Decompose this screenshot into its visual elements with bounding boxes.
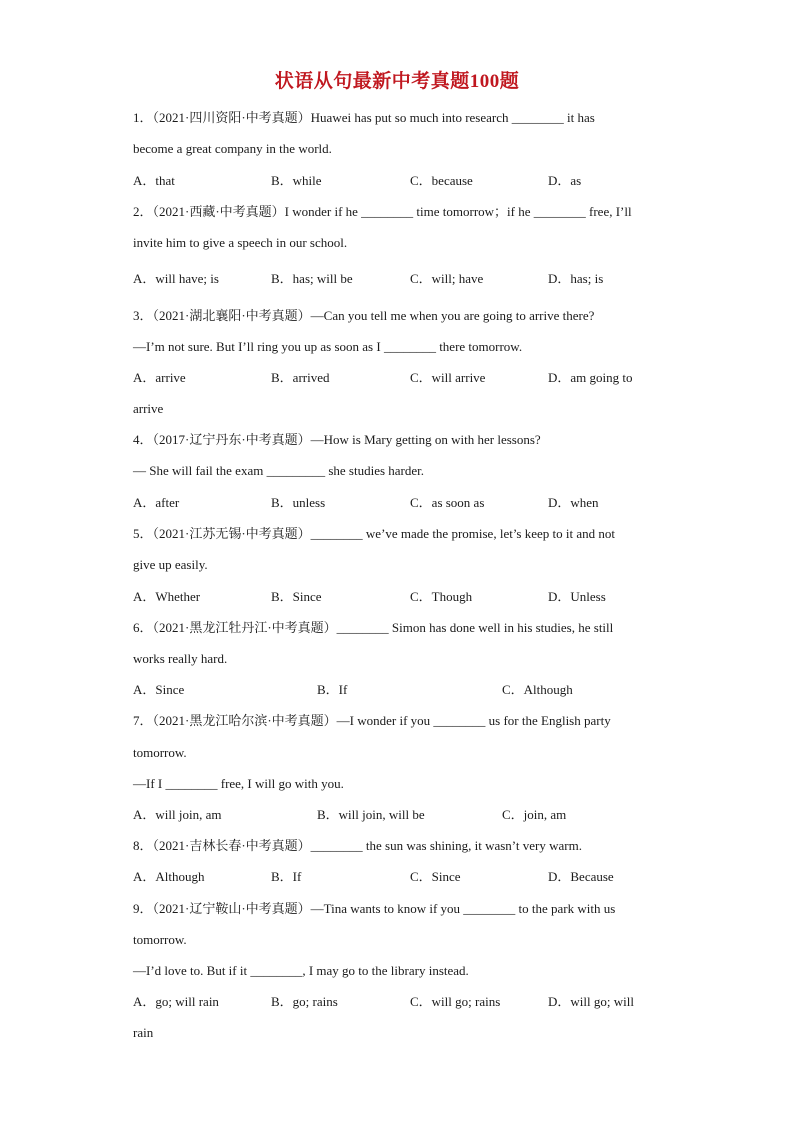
question-2-option-c: C．will; have bbox=[410, 271, 484, 286]
question-7-option-a: A．will join, am bbox=[133, 807, 222, 822]
question-4-option-c: C．as soon as bbox=[410, 495, 485, 510]
question-1-option-d: D．as bbox=[548, 173, 582, 188]
question-8-text: 8．（2021·吉林长春·中考真题）________ the sun was shining, it wasn’t very warm. bbox=[133, 838, 582, 853]
question-7-option-c: C．join, am bbox=[502, 807, 567, 822]
question-3-option-d: D．am going to bbox=[548, 370, 633, 385]
question-5-option-b: B．Since bbox=[271, 589, 322, 604]
question-3-option-a: A．arrive bbox=[133, 370, 186, 385]
question-4-option-b: B．unless bbox=[271, 495, 326, 510]
question-6-option-a: A．Since bbox=[133, 682, 185, 697]
question-8-option-c: C．Since bbox=[410, 869, 461, 884]
question-9-text-reply: —I’d love to. But if it ________, I may go to the library instead. bbox=[133, 963, 469, 978]
question-9-option-d-wrap: rain bbox=[133, 1025, 154, 1040]
question-4-text-cont: — She will fail the exam _________ she studies harder. bbox=[133, 463, 425, 478]
question-9-text-cont: tomorrow. bbox=[133, 932, 187, 947]
question-7-text-reply: —If I ________ free, I will go with you. bbox=[133, 776, 344, 791]
document-title: 状语从句最新中考真题100题 bbox=[274, 71, 520, 92]
question-6-option-c: C．Although bbox=[502, 682, 573, 697]
question-5-option-d: D．Unless bbox=[548, 589, 606, 604]
question-5-option-c: C．Though bbox=[410, 589, 473, 604]
question-7-text-cont: tomorrow. bbox=[133, 745, 187, 760]
question-2-text: 2．（2021·西藏·中考真题）I wonder if he ________ time tomorrow；if he ________ free, I’ll bbox=[133, 204, 632, 219]
question-8-option-b: B．If bbox=[271, 869, 302, 884]
question-3-text: 3．（2021·湖北襄阳·中考真题）—Can you tell me when you are going to arrive there? bbox=[133, 308, 595, 323]
question-1-option-b: B．while bbox=[271, 173, 322, 188]
question-5-text: 5．（2021·江苏无锡·中考真题）________ we’ve made the promise, let’s keep to it and not bbox=[133, 526, 616, 541]
question-4-text: 4．（2017·辽宁丹东·中考真题）—How is Mary getting on with her lessons? bbox=[133, 432, 541, 447]
question-2-option-d: D．has; is bbox=[548, 271, 604, 286]
question-2-option-a: A．will have; is bbox=[133, 271, 219, 286]
question-1-option-c: C．because bbox=[410, 173, 473, 188]
question-8-option-d: D．Because bbox=[548, 869, 614, 884]
question-3-option-c: C．will arrive bbox=[410, 370, 486, 385]
question-2-text-cont: invite him to give a speech in our school. bbox=[133, 235, 348, 250]
question-6-text-cont: works really hard. bbox=[133, 651, 228, 666]
question-3-option-b: B．arrived bbox=[271, 370, 330, 385]
question-9-option-d: D．will go; will bbox=[548, 994, 634, 1009]
question-1-text: 1．（2021·四川资阳·中考真题）Huawei has put so much into research ________ it has bbox=[133, 110, 595, 125]
question-7-text: 7．（2021·黑龙江哈尔滨·中考真题）—I wonder if you ________ us for the English party bbox=[133, 713, 611, 728]
question-1-option-a: A．that bbox=[133, 173, 175, 188]
question-8-option-a: A．Although bbox=[133, 869, 205, 884]
question-9-option-b: B．go; rains bbox=[271, 994, 338, 1009]
question-4-option-d: D．when bbox=[548, 495, 599, 510]
question-9-option-c: C．will go; rains bbox=[410, 994, 501, 1009]
question-4-option-a: A．after bbox=[133, 495, 180, 510]
question-3-option-d-wrap: arrive bbox=[133, 401, 164, 416]
question-5-option-a: A．Whether bbox=[133, 589, 201, 604]
question-7-option-b: B．will join, will be bbox=[317, 807, 425, 822]
question-9-text: 9．（2021·辽宁鞍山·中考真题）—Tina wants to know if you ________ to the park with us bbox=[133, 901, 616, 916]
question-6-text: 6．（2021·黑龙江牡丹江·中考真题）________ Simon has done well in his studies, he still bbox=[133, 620, 614, 635]
question-5-text-cont: give up easily. bbox=[133, 557, 208, 572]
question-9-option-a: A．go; will rain bbox=[133, 994, 219, 1009]
question-1-text-cont: become a great company in the world. bbox=[133, 141, 332, 156]
question-6-option-b: B．If bbox=[317, 682, 348, 697]
question-3-text-cont: —I’m not sure. But I’ll ring you up as soon as I ________ there tomorrow. bbox=[133, 339, 523, 354]
question-2-option-b: B．has; will be bbox=[271, 271, 353, 286]
